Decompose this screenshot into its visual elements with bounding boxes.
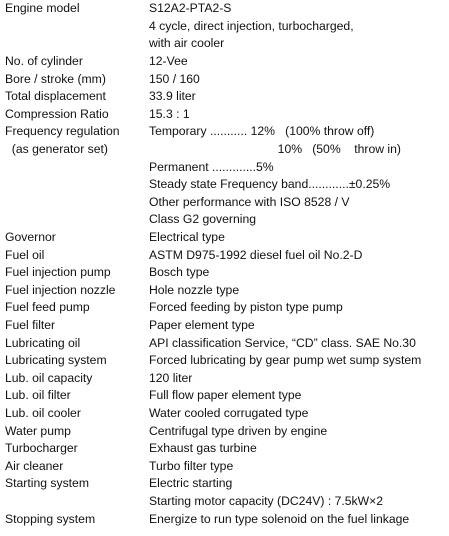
spec-value: 10% (50% throw in) — [149, 142, 401, 156]
spec-value: Water cooled corrugated type — [149, 406, 309, 420]
spec-value: S12A2-PTA2-S — [149, 1, 232, 15]
spec-label: Lub. oil cooler — [5, 406, 81, 420]
spec-value: API classification Service, “CD” class. SAE No.30 — [149, 336, 416, 350]
spec-row-fuel-feed-pump — [0, 299, 449, 315]
spec-value: Turbo filter type — [149, 459, 234, 473]
spec-row-class-g2 — [0, 211, 449, 227]
spec-label: Fuel filter — [5, 318, 56, 332]
spec-row-frequency-regulation-cont — [0, 141, 449, 157]
spec-label: (as generator set) — [5, 142, 108, 156]
spec-label: Starting system — [5, 476, 89, 490]
spec-label: Governor — [5, 230, 56, 244]
spec-value: 120 liter — [149, 371, 193, 385]
spec-row-governor — [0, 229, 449, 245]
spec-value: Electric starting — [149, 476, 233, 490]
spec-value: with air cooler — [149, 36, 225, 50]
spec-row-lubricating-system — [0, 352, 449, 368]
spec-value: Permanent .............5% — [149, 160, 274, 174]
spec-value: 15.3 : 1 — [149, 107, 190, 121]
spec-value: Hole nozzle type — [149, 283, 240, 297]
spec-value: Forced feeding by piston type pump — [149, 300, 343, 314]
spec-row-lub-oil-filter — [0, 387, 449, 403]
spec-value: Steady state Frequency band............±0.25% — [149, 177, 391, 191]
spec-row-air-cleaner — [0, 458, 449, 474]
spec-label: Bore / stroke (mm) — [5, 72, 106, 86]
spec-label: Stopping system — [5, 512, 96, 526]
spec-row-bore-stroke — [0, 71, 449, 87]
spec-row-cylinders — [0, 53, 449, 69]
spec-label: Lub. oil filter — [5, 388, 71, 402]
spec-row-turbocharger — [0, 440, 449, 456]
spec-row-fuel-filter — [0, 317, 449, 333]
spec-label: Lubricating system — [5, 353, 107, 367]
spec-value: Exhaust gas turbine — [149, 441, 257, 455]
spec-label: Lub. oil capacity — [5, 371, 93, 385]
spec-row-permanent — [0, 159, 449, 175]
spec-label: Lubricating oil — [5, 336, 81, 350]
spec-value: Full flow paper element type — [149, 388, 302, 402]
spec-label: Air cleaner — [5, 459, 64, 473]
spec-value: Temporary ........... 12% (100% throw off) — [149, 124, 375, 138]
spec-value: Electrical type — [149, 230, 225, 244]
spec-row-lubricating-oil — [0, 335, 449, 351]
spec-row-engine-model-cont — [0, 18, 449, 34]
spec-label: Fuel oil — [5, 248, 45, 262]
spec-label: Fuel feed pump — [5, 300, 90, 314]
spec-row-starting-system — [0, 475, 449, 491]
spec-value: 33.9 liter — [149, 89, 196, 103]
spec-label: Engine model — [5, 1, 80, 15]
spec-row-lub-oil-cooler — [0, 405, 449, 421]
spec-row-fuel-injection-pump — [0, 264, 449, 280]
spec-row-lub-oil-capacity — [0, 370, 449, 386]
spec-label: Turbocharger — [5, 441, 78, 455]
spec-row-starting-motor — [0, 493, 449, 509]
spec-value: Other performance with ISO 8528 / V — [149, 195, 350, 209]
spec-value: Starting motor capacity (DC24V) : 7.5kW×2 — [149, 494, 384, 508]
spec-label: Compression Ratio — [5, 107, 109, 121]
spec-row-compression-ratio — [0, 106, 449, 122]
spec-label: Water pump — [5, 424, 71, 438]
spec-row-engine-model — [0, 0, 449, 16]
spec-row-displacement — [0, 88, 449, 104]
spec-value: Bosch type — [149, 265, 210, 279]
spec-row-fuel-oil — [0, 247, 449, 263]
spec-row-iso-8528 — [0, 194, 449, 210]
spec-value: 12-Vee — [149, 54, 188, 68]
spec-value: Centrifugal type driven by engine — [149, 424, 328, 438]
spec-value: ASTM D975-1992 diesel fuel oil No.2-D — [149, 248, 363, 262]
spec-label: Total displacement — [5, 89, 106, 103]
spec-row-frequency-regulation — [0, 123, 449, 139]
spec-label: Frequency regulation — [5, 124, 120, 138]
spec-row-water-pump — [0, 423, 449, 439]
spec-value: 4 cycle, direct injection, turbocharged, — [149, 19, 354, 33]
spec-value: Paper element type — [149, 318, 255, 332]
spec-row-stopping-system — [0, 511, 449, 527]
spec-value: Forced lubricating by gear pump wet sump system — [149, 353, 422, 367]
spec-row-fuel-injection-nozzle — [0, 282, 449, 298]
spec-label: Fuel injection pump — [5, 265, 111, 279]
spec-row-engine-model-cont — [0, 35, 449, 51]
spec-label: Fuel injection nozzle — [5, 283, 116, 297]
spec-value: 150 / 160 — [149, 72, 200, 86]
spec-label: No. of cylinder — [5, 54, 83, 68]
spec-value: Energize to run type solenoid on the fuel linkage — [149, 512, 410, 526]
spec-row-steady-state — [0, 176, 449, 192]
spec-value: Class G2 governing — [149, 212, 257, 226]
